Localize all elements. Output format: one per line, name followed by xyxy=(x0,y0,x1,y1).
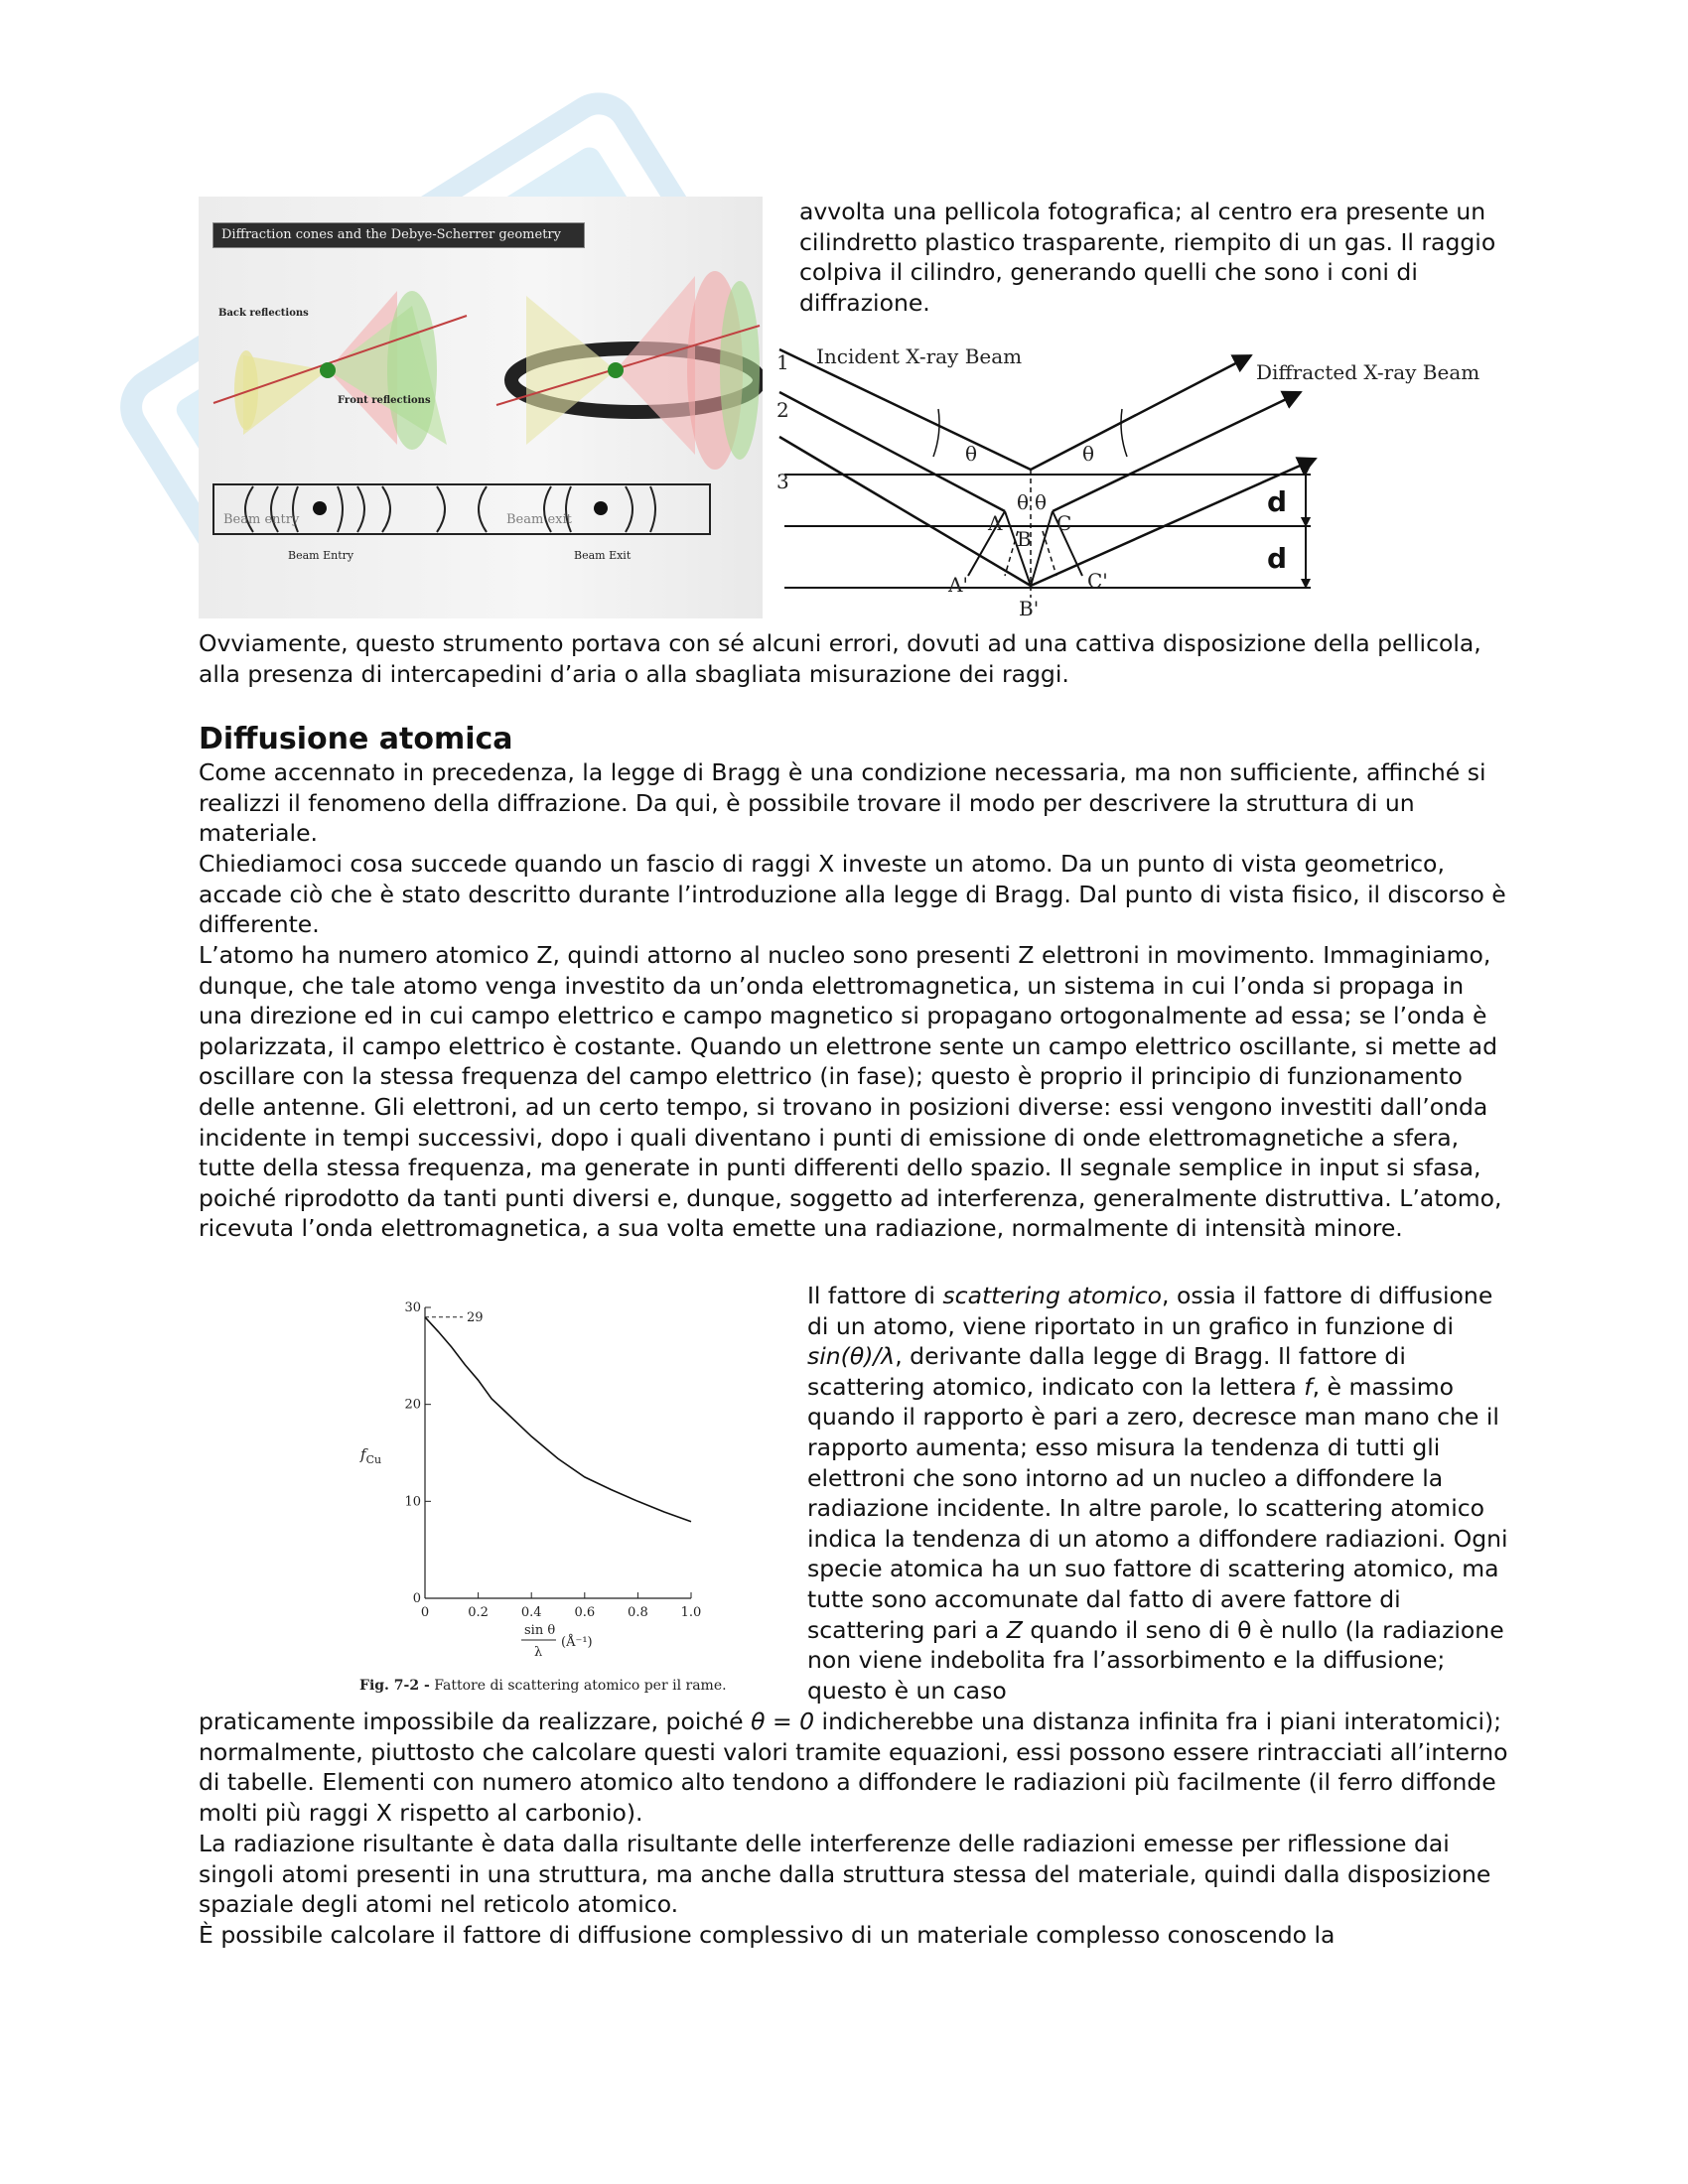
x-tick-label: 0 xyxy=(420,1605,430,1620)
y-tick-label: 30 xyxy=(404,1300,421,1315)
chart-axes xyxy=(404,1300,701,1620)
paragraph-1: Come accennato in precedenza, la legge di Bragg è una condizione necessaria, ma non sufficiente, affinché si realizzi il fenomeno della diffrazione. Da qui, è possibile trovare il modo per descrivere la struttura di un materiale. xyxy=(199,758,1486,848)
d-lower-label: d xyxy=(1267,542,1288,575)
ray-1-label: 1 xyxy=(776,350,789,374)
chart-marks xyxy=(425,1310,691,1522)
theta-left-label: θ xyxy=(965,442,978,466)
point-a-label: A xyxy=(988,511,1003,535)
intro-paragraph: avvolta una pellicola fotografica; al centro era presente un cilindretto plastico trasparente, riempito di un gas. Il raggio colpiva il cilindro, generando quelli che sono i coni di diffrazione. xyxy=(799,198,1496,317)
d-upper-label: d xyxy=(1267,485,1288,518)
theta-inner-right-label: θ xyxy=(1035,490,1048,514)
y-tick-label: 10 xyxy=(404,1494,421,1510)
x-axis-label-den: λ xyxy=(534,1645,543,1660)
theta-inner-left-label: θ xyxy=(1017,490,1030,514)
beam-exit-label: Beam Exit xyxy=(574,549,632,562)
figure-caption-number: Fig. 7-2 - xyxy=(359,1678,430,1694)
beam-entry-overlay-label: Beam entry xyxy=(223,512,300,527)
x-tick-label: 1.0 xyxy=(680,1605,702,1620)
errors-paragraph: Ovviamente, questo strumento portava con sé alcuni errori, dovuti ad una cattiva disposizione della pellicola, alla presenza di intercapedini d’aria o alla sbagliata misurazione dei raggi. xyxy=(199,629,1481,688)
point-a-prime-label: A' xyxy=(948,573,968,597)
point-c-label: C xyxy=(1056,511,1072,535)
figure-title: Diffraction cones and the Debye-Scherrer geometry xyxy=(212,222,585,248)
point-c-prime-label: C' xyxy=(1087,569,1108,593)
theta-right-label: θ xyxy=(1082,442,1095,466)
paragraph-6: È possibile calcolare il fattore di diffusione complessivo di un materiale complesso conoscendo la xyxy=(199,1921,1336,1949)
point-b-label: B xyxy=(1017,527,1032,551)
diffraction-cones-illustration xyxy=(199,197,763,618)
paragraph-2: Chiediamoci cosa succede quando un fascio di raggi X investe un atomo. Da un punto di vista geometrico, accade ciò che è stato descritto durante l’introduzione alla legge di Bragg. Dal punto di vista fisico, il discorso è differente. xyxy=(199,850,1506,939)
y-tick-label: 0 xyxy=(412,1591,421,1606)
section-heading: Diffusione atomica xyxy=(199,722,513,756)
beam-exit-overlay-label: Beam exit xyxy=(506,512,572,527)
ray-3-label: 3 xyxy=(776,470,789,493)
figure-caption-text: Fattore di scattering atomico per il rame. xyxy=(429,1678,727,1694)
paragraph-4-right: Il fattore di scattering atomico, ossia il fattore di diffusione di un atomo, viene riportato in un grafico in funzione di sin(θ)/λ, derivante dalla legge di Bragg. Il fattore di scattering atomico, indicato con la lettera f, è massimo quando il rapporto è pari a zero, decresce man mano che il rapporto aumenta; esso misura la tendenza di tutti gli elettroni che sono intorno ad un nucleo a diffondere la radiazione incidente. In altre parole, lo scattering atomico indica la tendenza di un atomo a diffondere radiazioni. Ogni specie atomica ha un suo fattore di scattering atomico, ma tutte sono accomunate dal fatto di avere fattore di scattering pari a Z quando il seno di θ è nullo (la radiazione non viene indebolita fra l’assorbimento e la diffusione; questo è un caso xyxy=(807,1282,1508,1705)
ray-2-label: 2 xyxy=(776,398,789,422)
debye-scherrer-figure xyxy=(199,197,763,618)
x-tick-label: 0.2 xyxy=(468,1605,489,1620)
beam-entry-label: Beam Entry xyxy=(288,549,354,562)
front-reflections-label: Front reflections xyxy=(338,395,431,406)
y-tick-label: 20 xyxy=(404,1397,421,1413)
back-reflections-label: Back reflections xyxy=(218,308,309,319)
figure-caption xyxy=(359,1678,727,1694)
x-axis-label-num: sin θ xyxy=(524,1623,556,1638)
x-tick-label: 0.6 xyxy=(574,1605,596,1620)
series-line-cu xyxy=(425,1317,691,1522)
x-tick-label: 0.4 xyxy=(520,1605,542,1620)
scattering-factor-chart xyxy=(352,1291,750,1698)
paragraph-5: La radiazione risultante è data dalla risultante delle interferenze delle radiazioni emesse per riflessione dai singoli atomi presenti in una struttura, ma anche dalla struttura stessa del materiale, quindi dalla disposizione spaziale degli atomi nel reticolo atomico. xyxy=(199,1830,1491,1919)
x-tick-label: 0.8 xyxy=(628,1605,648,1620)
paragraph-4-full: praticamente impossibile da realizzare, poiché θ = 0 indicherebbe una distanza infinita fra i piani interatomici); normalmente, piuttosto che calcolare questi valori tramite equazioni, essi possono essere rintracciati all’interno di tabelle. Elementi con numero atomico alto tendono a diffondere le radiazioni più facilmente (il ferro diffonde molti più raggi X rispetto al carbonio). xyxy=(199,1707,1508,1827)
diffracted-beam-label: Diffracted X-ray Beam xyxy=(1256,360,1480,384)
bragg-diagram xyxy=(774,338,1489,620)
point-b-prime-label: B' xyxy=(1019,597,1040,620)
y-axis-label: $f_{Cu}$ xyxy=(360,1445,382,1466)
x-axis-label-unit: (Å⁻¹) xyxy=(561,1635,593,1650)
incident-beam-label: Incident X-ray Beam xyxy=(816,344,1023,368)
paragraph-3: L’atomo ha numero atomico Z, quindi attorno al nucleo sono presenti Z elettroni in movimento. Immaginiamo, dunque, che tale atomo venga investito da un’onda elettromagnetica, un sistema in cui l’onda si propaga in una direzione ed in cui campo elettrico e campo magnetico si propagano ortogonalmente ad essa; se l’onda è polarizzata, il campo elettrico è costante. Quando un elettrone sente un campo elettrico oscillante, si mette ad oscillare con la stessa frequenza del campo elettrico (in fase); questo è proprio il principio di funzionamento delle antenne. Gli elettroni, ad un certo tempo, si trovano in posizioni diverse: essi vengono investiti dall’onda incidente in tempi successivi, dopo i quali diventano i punti di emissione di onde elettromagnetiche a sfera, tutte della stessa frequenza, ma generate in punti differenti dello spazio. Il segnale semplice in input si sfasa, poiché riprodotto da tanti punti diversi e, dunque, soggetto ad interferenza, generalmente distruttiva. L’atomo, ricevuta l’onda elettromagnetica, a sua volta emette una radiazione, normalmente di intensità minore. xyxy=(199,941,1502,1243)
annotation-label: 29 xyxy=(467,1309,484,1325)
